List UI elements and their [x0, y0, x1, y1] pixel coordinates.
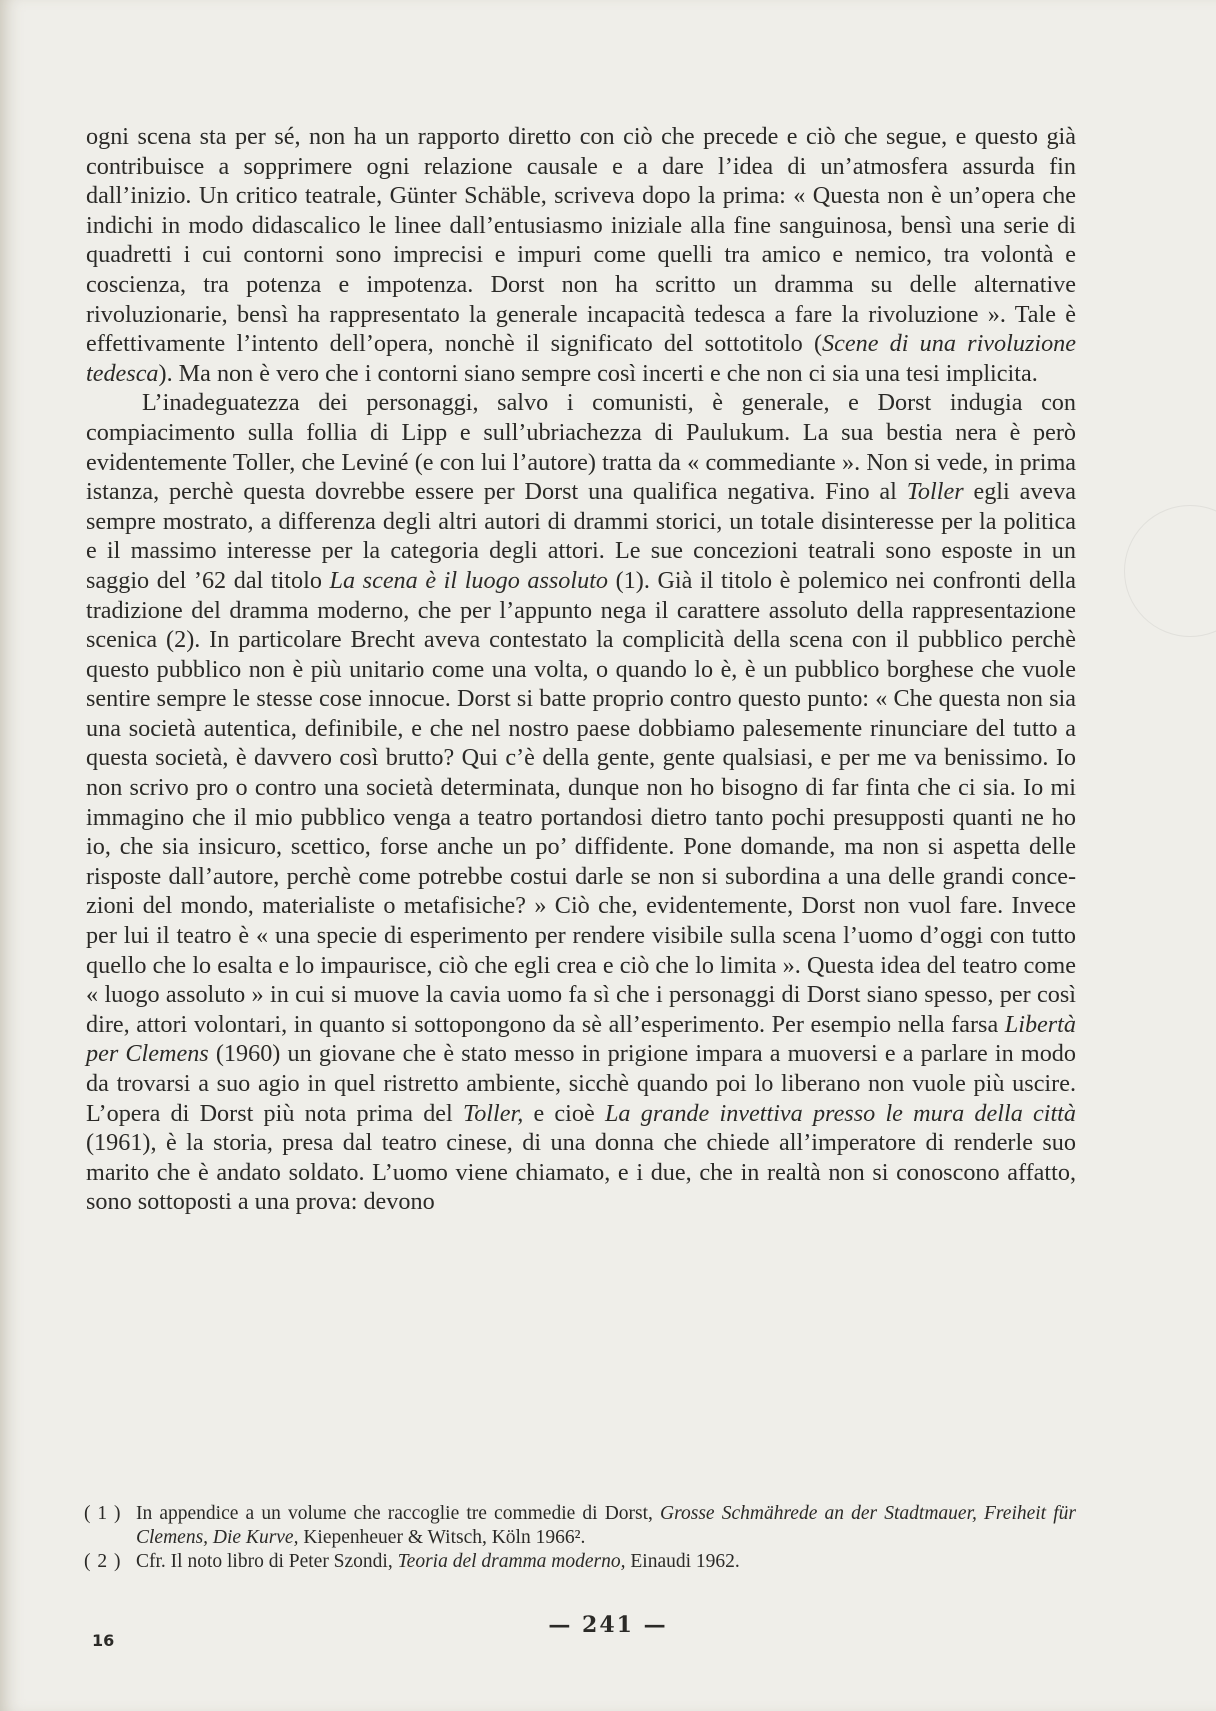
paragraph-2	[86, 388, 1076, 1217]
p1-italic: Scene di una rivoluzione tedesca	[86, 330, 1076, 387]
fn1-text-b: Kiepenheuer & Witsch, Köln 1966².	[298, 1527, 586, 1548]
fn2-text-a: Cfr. Il noto libro di Peter Szondi,	[136, 1551, 398, 1572]
p2-italic-5: La grande invettiva presso le mura della città	[604, 1099, 1076, 1127]
p2-italic-4: Toller,	[462, 1099, 524, 1127]
p2-text-f: (1961), è la storia, presa dal teatro cinese, di una donna che chiede all’imperatore di renderle suo marito che è andato soldato. L’uomo viene chiamato, e i due, che in realtà non si conoscono affatto, sono sottoposti a una prova: devono	[86, 1129, 1076, 1216]
fn1-text-a: In appendice a un volume che raccoglie tre commedie di Dorst,	[136, 1503, 661, 1524]
p2-text-e: e cioè	[523, 1099, 605, 1127]
footnote-1-number: ( 1 )	[84, 1503, 122, 1524]
p2-italic-3: Libertà per Clemens	[86, 1010, 1076, 1068]
footnote-1	[84, 1502, 1076, 1550]
p2-text-a: L’inadeguatezza dei personaggi, salvo i comunisti, è generale, e Dorst indugia con compiacimento sulla follia di Lipp e sull’ubriachezza di Paulukum. La sua bestia nera è però evidentemente Toller, che Leviné (e con lui l’autore) tratta da « commediante ». Non si vede, in prima istanza, perchè questa dovrebbe essere per Dorst una qualifica negativa. Fino al	[86, 389, 1076, 506]
fn2-italic: Teoria del dramma moderno,	[397, 1551, 626, 1572]
scan-artifact-circle	[1124, 505, 1216, 637]
footnote-2	[84, 1550, 1076, 1574]
p1-end: ). Ma non è vero che i contorni siano sempre così incerti e che non ci sia una tesi implicita.	[158, 359, 1038, 387]
footnote-2-number: ( 2 )	[84, 1551, 122, 1572]
footnote-2-text	[136, 1550, 1076, 1574]
signature-mark: 16	[92, 1631, 115, 1650]
fn1-italic: Grosse Schmährede an der Stadtmauer, Freiheit für Clemens, Die Kurve,	[136, 1503, 1076, 1548]
p1-text: ogni scena sta per sé, non ha un rapporto diretto con ciò che precede e ciò che segue, e questo già contribuisce a sopprimere ogni relazione causale e a dare l’idea di un’atmosfera assurda fin dall’inizio. Un critico teatrale, Günter Schäble, scriveva dopo la prima: « Questa non è un’opera che indichi in modo didascalico le linee dall’entusiasmo iniziale alla fine sanguinosa, bensì una serie di quadretti i cui contorni sono imprecisi e impuri come quelli tra amico e nemico, tra volontà e coscienza, tra potenza e impotenza. Dorst non ha scritto un dramma su delle alternative rivoluzionarie, bensì ha rappresentato la generale incapacità tedesca a fare la rivoluzione ». Tale è effettivamente l’intento dell’opera, nonchè il significato del sottotitolo (	[86, 123, 1076, 358]
footnotes	[84, 1502, 1076, 1574]
p2-text-b: egli aveva sempre mostrato, a differenza degli altri autori di drammi storici, un totale disinteresse per la politica e il massimo interesse per la categoria degli attori. Le sue concezioni teatrali sono esposte in un saggio del ’62 dal titolo	[86, 478, 1076, 594]
paragraph-1	[86, 122, 1076, 388]
page-number: — 241 —	[548, 1612, 668, 1638]
footnote-1-text	[136, 1502, 1076, 1550]
p2-italic-2: La scena è il luogo assoluto	[329, 566, 609, 594]
p2-text-c: (1). Già il titolo è polemico nei confronti della tradizione del dramma moderno, che per l’appunto nega il carattere assoluto della rappresentazione scenica (2). In particolare Brecht aveva contestato la complicità della scena con il pubblico perchè questo pubblico non è più unitario come una volta, o quando lo è, è un pubblico borghese che vuole sentire sempre le stesse cose innocue. Dorst si batte proprio contro questo punto: « Che questa non sia una società autentica, definibile, e che nel nostro paese dobbiamo palesemente rinunciare del tutto a questa società, è davvero così brutto? Qui c’è della gente, gente qualsiasi, e per me va benissimo. Io non scrivo pro o contro una società determinata, dunque non ho bisogno di far finta che ci sia. Io mi immagino che il mio pubblico venga a teatro portandosi dietro tanto pochi presupposti quanti ne ho io, che sia insicuro, scettico, forse anche un po’ diffidente. Pone domande, ma non si aspetta delle risposte dall’autore, perchè come potrebbe costui darle se non si subordina a una delle grandi concezioni del mondo, materialiste o metafisiche? » Ciò che, evidentemente, Dorst non vuol fare. Invece per lui il teatro è « una specie di esperimento per rendere visibile sulla scena l’uomo d’oggi con tutto quello che lo esalta e lo impaurisce, ciò che egli crea e ciò che lo limita ». Questa idea del teatro come « luogo assoluto » in cui si muove la cavia uomo fa sì che i personaggi di Dorst siano spesso, per così dire, attori volontari, in quanto si sottopongono da sè all’esperimento. Per esempio nella farsa	[86, 566, 1077, 1038]
body-text	[86, 122, 1076, 1217]
fn2-text-b: Einaudi 1962.	[625, 1551, 740, 1572]
p2-italic-1: Toller	[906, 478, 964, 506]
p2-text-d: (1960) un giovane che è stato messo in prigione impara a muoversi e a parlare in modo da trovarsi a suo agio in quel ristretto ambiente, sicchè quando poi lo liberano non vuole più uscire. L’opera di Dorst più nota prima del	[86, 1040, 1076, 1127]
